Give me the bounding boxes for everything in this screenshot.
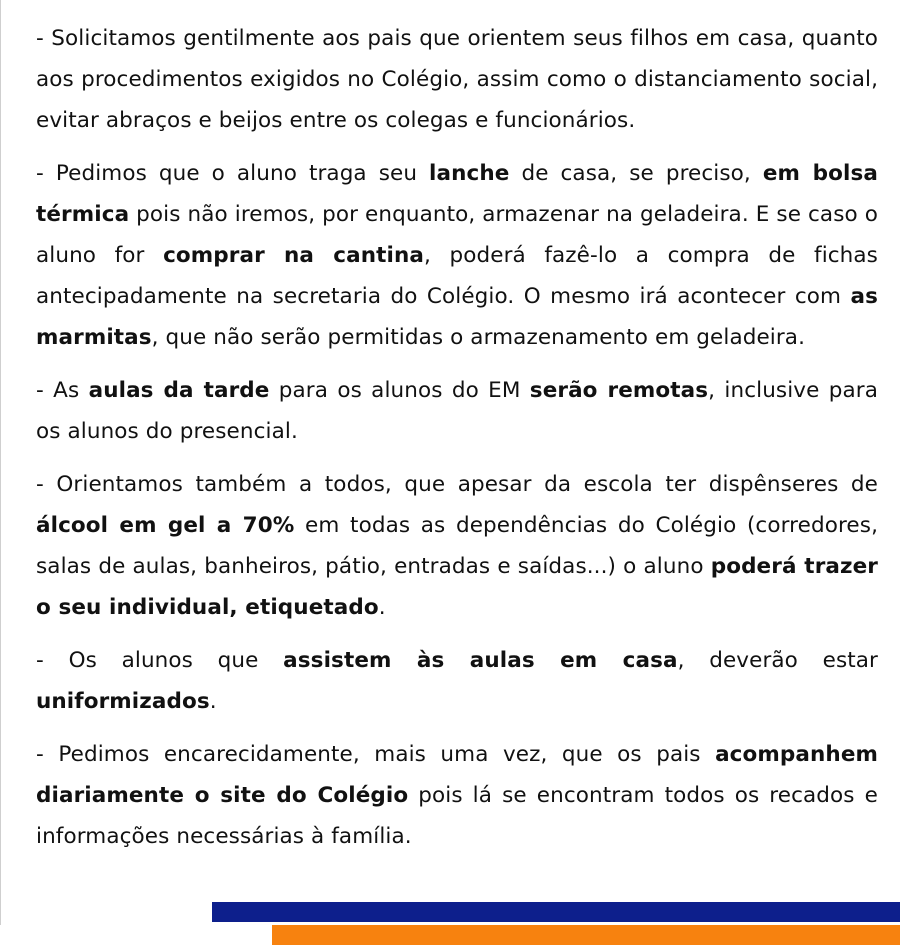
body-text: pois não iremos, por enquanto, armazenar na geladeira. E se caso o aluno for <box>36 202 878 268</box>
emphasis-text: acompanhem diariamente o site do Colégio <box>36 742 878 808</box>
paragraph-aulas-tarde <box>36 370 878 452</box>
body-text: , que não serão permitidas o armazenamento em geladeira. <box>151 325 806 350</box>
document-body <box>36 18 878 869</box>
body-text: para os alunos do EM <box>269 378 530 403</box>
left-margin-rule <box>0 0 1 925</box>
body-text: de casa, se preciso, <box>509 161 763 186</box>
paragraph-lanche <box>36 153 878 358</box>
emphasis-text: assistem às aulas em casa <box>283 648 678 673</box>
emphasis-text: serão remotas <box>529 378 709 403</box>
paragraph-solicitamos <box>36 18 878 141</box>
body-text: em todas as dependências do Colégio (corredores, salas de aulas, banheiros, pátio, entradas e saídas...) o aluno <box>36 513 878 579</box>
body-text: , deverão estar <box>677 648 878 673</box>
footer-navy-bar <box>212 902 900 922</box>
emphasis-text: em bolsa térmica <box>36 161 879 227</box>
emphasis-text: álcool em gel a 70% <box>36 513 295 538</box>
body-text: - Solicitamos gentilmente aos pais que orientem seus filhos em casa, quanto aos procedimentos exigidos no Colégio, assim como o distanciamento social, evitar abraços e beijos entre os colegas e funcionários. <box>36 26 878 133</box>
body-text: pois lá se encontram todos os recados e informações necessárias à família. <box>36 783 878 849</box>
body-text: - Orientamos também a todos, que apesar da escola ter dispênseres de <box>36 472 878 497</box>
emphasis-text: aulas da tarde <box>88 378 270 403</box>
footer-orange-bar <box>272 925 900 945</box>
emphasis-text: poderá trazer o seu individual, etiquetado <box>36 554 878 620</box>
paragraph-site-colegio <box>36 734 878 857</box>
paragraph-uniformizados <box>36 640 878 722</box>
body-text: , poderá fazê-lo a compra de fichas antecipadamente na secretaria do Colégio. O mesmo irá acontecer com <box>36 243 878 309</box>
emphasis-text: uniformizados <box>36 689 210 714</box>
paragraph-alcool-gel <box>36 464 878 628</box>
emphasis-text: lanche <box>429 161 510 186</box>
body-text: , inclusive para os alunos do presencial. <box>36 378 879 444</box>
body-text: . <box>378 595 386 620</box>
body-text: - Pedimos encarecidamente, mais uma vez, que os pais <box>36 742 716 767</box>
body-text: . <box>209 689 217 714</box>
emphasis-text: comprar na cantina <box>163 243 424 268</box>
emphasis-text: as marmitas <box>36 284 878 350</box>
body-text: - Os alunos que <box>36 648 284 673</box>
body-text: - Pedimos que o aluno traga seu <box>36 161 430 186</box>
body-text: - As <box>36 378 89 403</box>
